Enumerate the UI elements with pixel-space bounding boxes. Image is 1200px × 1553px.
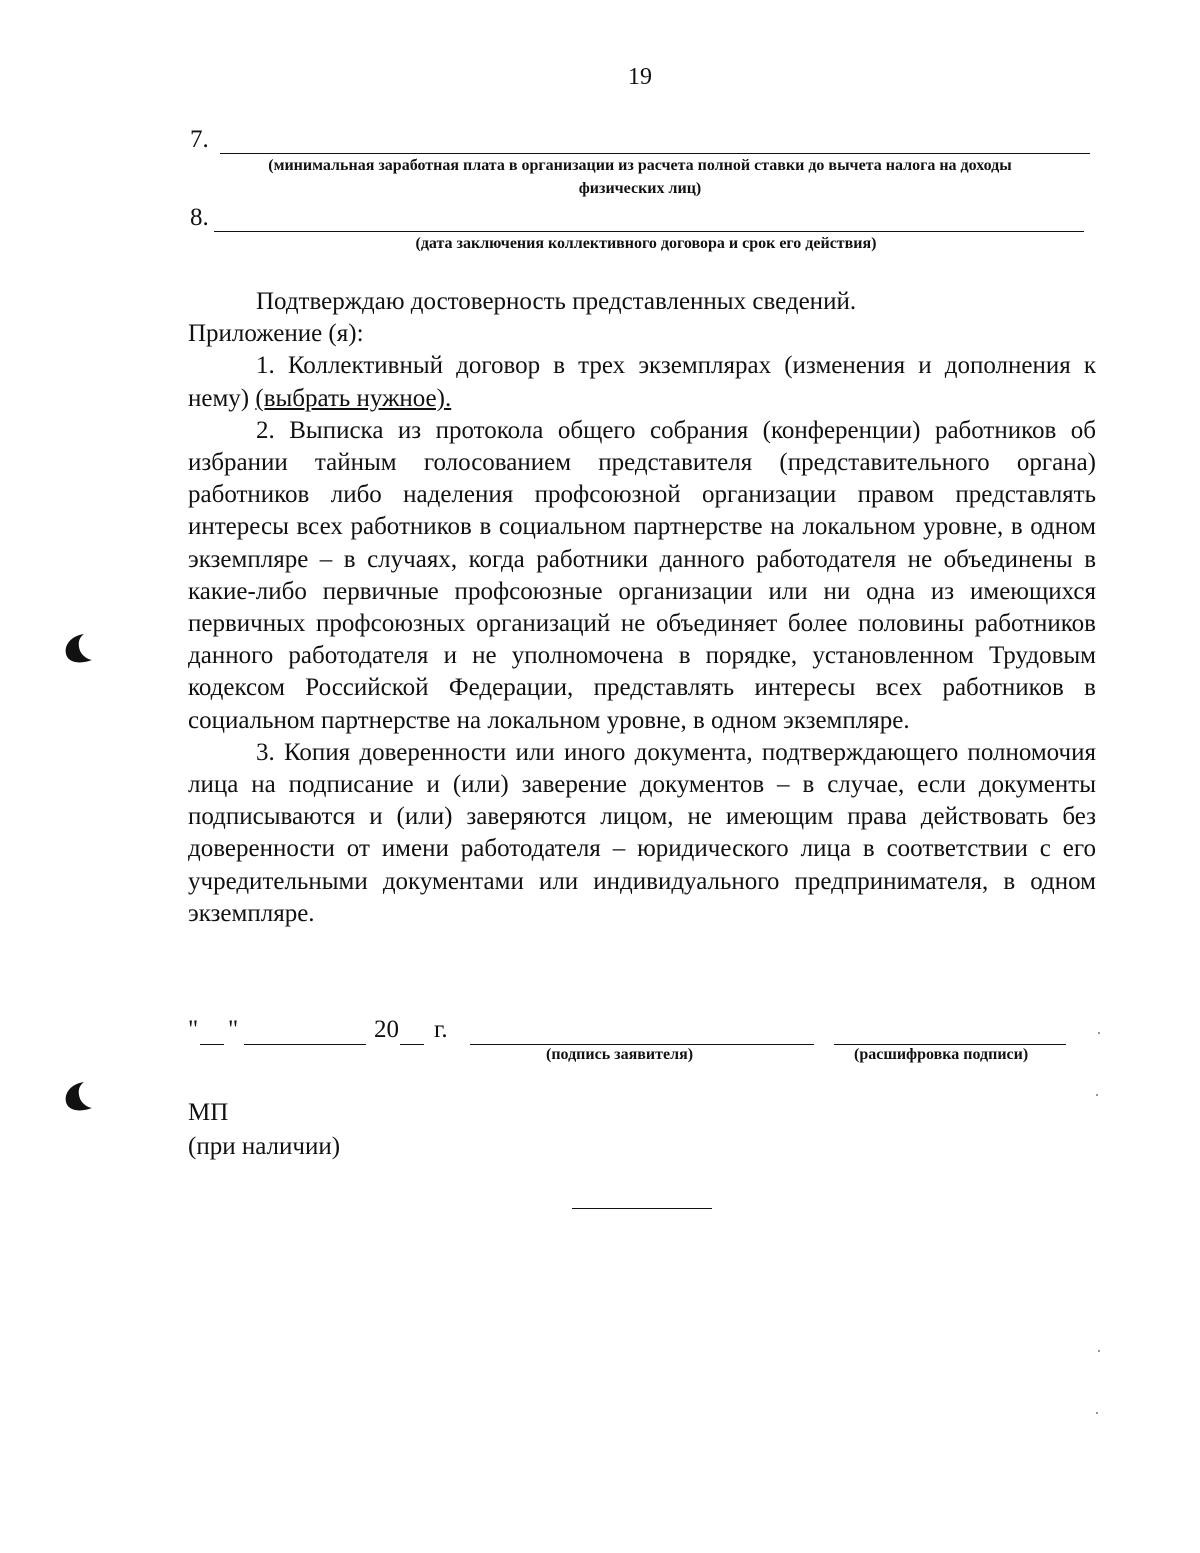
attachment-item-3: 3. Копия доверенности или иного документа, подтверждающего полномочия лица на подписание и (или) заверение документов – в случае, если документы подписываются и (или) заверяются лицом, не имеющим права действовать без доверенности от имени работодателя – юридического лица в соответствии с его учредительными документами или индивидуального предпринимателя, в одном экземпляре. bbox=[188, 738, 1096, 927]
stamp-note: (при наличии) bbox=[188, 1133, 341, 1160]
field-7 bbox=[190, 126, 1090, 156]
field-8-caption: (дата заключения коллективного договора и срок его действия) bbox=[415, 235, 877, 252]
signature-decoding-caption: (расшифровка подписи) bbox=[854, 1046, 1029, 1063]
signature-row bbox=[188, 1016, 1068, 1050]
field-7-number: 7. bbox=[190, 126, 209, 153]
attachment-item-1 bbox=[188, 350, 1096, 414]
date-quote-close: " bbox=[228, 1016, 239, 1043]
scan-speck bbox=[1096, 1094, 1098, 1096]
punch-hole-icon bbox=[62, 1080, 96, 1114]
date-year-suffix: г. bbox=[434, 1016, 448, 1043]
date-quote-open: " bbox=[188, 1016, 199, 1043]
confirmation-text: Подтверждаю достоверность представленных сведений. bbox=[256, 288, 857, 315]
scan-speck bbox=[1098, 1350, 1100, 1352]
date-year-prefix: 20 bbox=[374, 1016, 399, 1043]
scan-speck bbox=[1096, 1412, 1098, 1414]
signature-decoding-field[interactable] bbox=[834, 1044, 1066, 1045]
stamp-label: МП bbox=[188, 1099, 229, 1126]
signature-caption: (подпись заявителя) bbox=[546, 1046, 694, 1063]
field-8 bbox=[190, 204, 1090, 234]
date-day-field[interactable] bbox=[200, 1044, 224, 1045]
field-8-number: 8. bbox=[190, 204, 209, 231]
page-number: 19 bbox=[628, 64, 652, 90]
attachment-item-1-text: 1. Коллективный договор в трех экземплярах (изменения и дополнения к нему) bbox=[188, 352, 1096, 412]
stamp-block bbox=[188, 1096, 340, 1164]
field-7-caption-line2: физических лиц) bbox=[578, 180, 702, 197]
punch-hole-icon bbox=[62, 632, 96, 666]
signature-field[interactable] bbox=[470, 1044, 814, 1045]
date-month-field[interactable] bbox=[244, 1044, 366, 1045]
document-body bbox=[188, 286, 1096, 930]
scan-speck bbox=[1098, 1032, 1100, 1034]
field-7-caption-line1: (минимальная заработная плата в организации из расчета полной ставки до вычета налога на доходы bbox=[268, 157, 1012, 174]
attachment-item-1-note: (выбрать нужное). bbox=[255, 384, 452, 412]
field-7-caption bbox=[212, 154, 1068, 200]
attachments-heading: Приложение (я): bbox=[188, 320, 364, 348]
attachment-item-2: 2. Выписка из протокола общего собрания (конференции) работников об избрании тайным голосованием представителя (представительного органа) работников либо наделения профсоюзной организации правом представлять интересы всех работников в социальном партнерстве на локальном уровне, в одном экземпляре – в случаях, когда работники данного работодателя не объединены в какие-либо первичные профсоюзные организации или ни одна из имеющихся первичных профсоюзных организаций не объединяет более половины работников данного работодателя и не уполномочена в порядке, установленном Трудовым кодексом Российской Федерации, представлять интересы всех работников в социальном партнерстве на локальном уровне, в одном экземпляре. bbox=[188, 416, 1096, 734]
date-year-field[interactable] bbox=[400, 1044, 424, 1045]
end-rule bbox=[572, 1208, 712, 1209]
